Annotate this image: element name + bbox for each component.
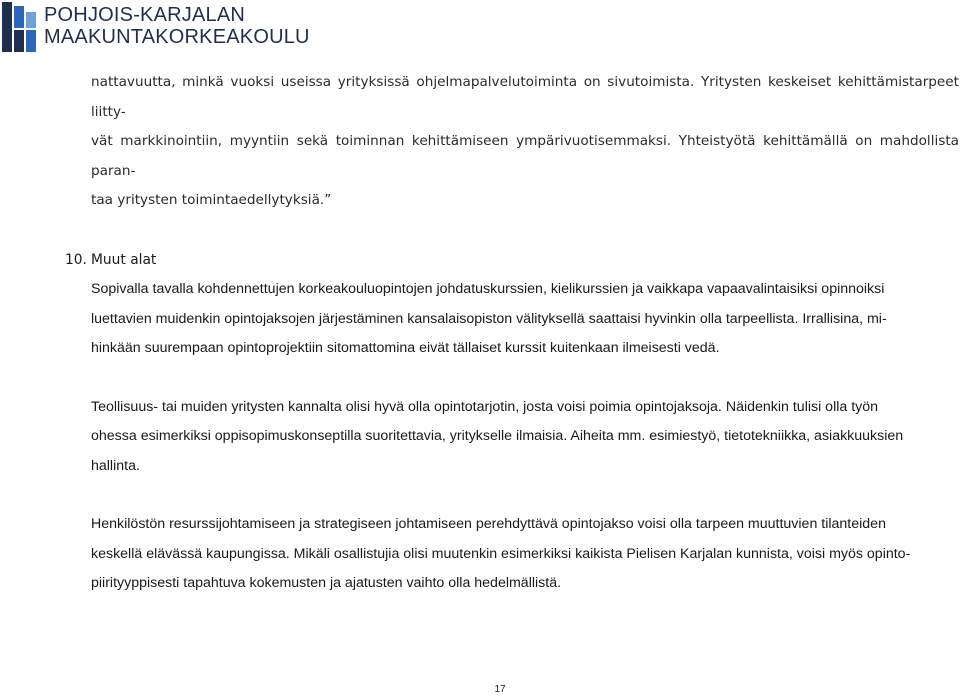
header [2,2,310,54]
text-line: vät markkinointiin, myyntiin sekä toiminnan kehittämiseen ympärivuotisemmaksi. Yhteistyötä kehittämällä on mahdollista paran- [91,133,959,179]
text-line: piirityyppisesti tapahtuva kokemusten ja ajatusten vaihto olla hedelmällistä. [91,575,562,591]
institution-logo-icon [2,2,38,52]
text-line: nattavuutta, minkä vuoksi useissa yrityksissä ohjelmapalvelutoiminta on sivutoimista. Yritysten keskeiset kehittämistarpeet liitty- [91,74,959,120]
text-line: taa yritysten toimintaedellytyksiä.” [91,192,332,208]
text-line: Teollisuus- tai muiden yritysten kannalta olisi hyvä olla opintotarjotin, josta voisi poimia opintojaksoja. Näidenkin tulisi olla työn [91,398,879,415]
institution-name-line1: POHJOIS-KARJALAN [44,4,246,26]
document-body [65,68,959,599]
spacer [91,481,959,510]
page-number: 17 [494,684,506,695]
section-number: 10. [65,251,87,268]
text-line: Sopivalla tavalla kohdennettujen korkeakouluopintojen johdatuskurssien, kielikurssien ja vaikkapa vapaavalintaisiksi opinnoiksi [91,281,885,297]
text-line: Henkilöstön resurssijohtamiseen ja strategiseen johtamiseen perehdyttävä opintojakso voisi olla tarpeen muuttuvien tilanteiden [91,516,886,532]
spacer [91,216,959,246]
section-title: Muut alat [91,251,157,268]
text-line: hallinta. [91,457,140,474]
paragraph-industry [91,393,959,482]
text-line: keskellä elävässä kaupungissa. Mikäli osallistujia olisi muutenkin esimerkiksi kaikista Pielisen Karjalan kunnista, voisi myös opinto- [91,545,911,562]
section-heading [65,246,959,276]
text-line: ohessa esimerkiksi oppisopimuskonseptilla suoritettavia, yritykselle ilmaisia. Aiheita mm. esimiestyö, tietotekniikka, asiakkuuksien [91,428,904,444]
paragraph-hr-management [91,510,959,599]
paragraph-other-fields [91,275,959,364]
institution-name [44,2,310,48]
text-line: luettavien muidenkin opintojaksojen järjestäminen kansalaisopiston välityksellä saattaisi hyvinkin olla tarpeellista. Irrallisina, mi- [91,310,887,327]
quote-paragraph [91,68,959,216]
text-line: hinkään suurempaan opintoprojektiin sitomattomina eivät tällaiset kurssit kuitenkaan ilmeisesti vedä. [91,340,720,356]
institution-name-line2: MAAKUNTAKORKEAKOULU [44,26,310,48]
spacer [91,364,959,393]
